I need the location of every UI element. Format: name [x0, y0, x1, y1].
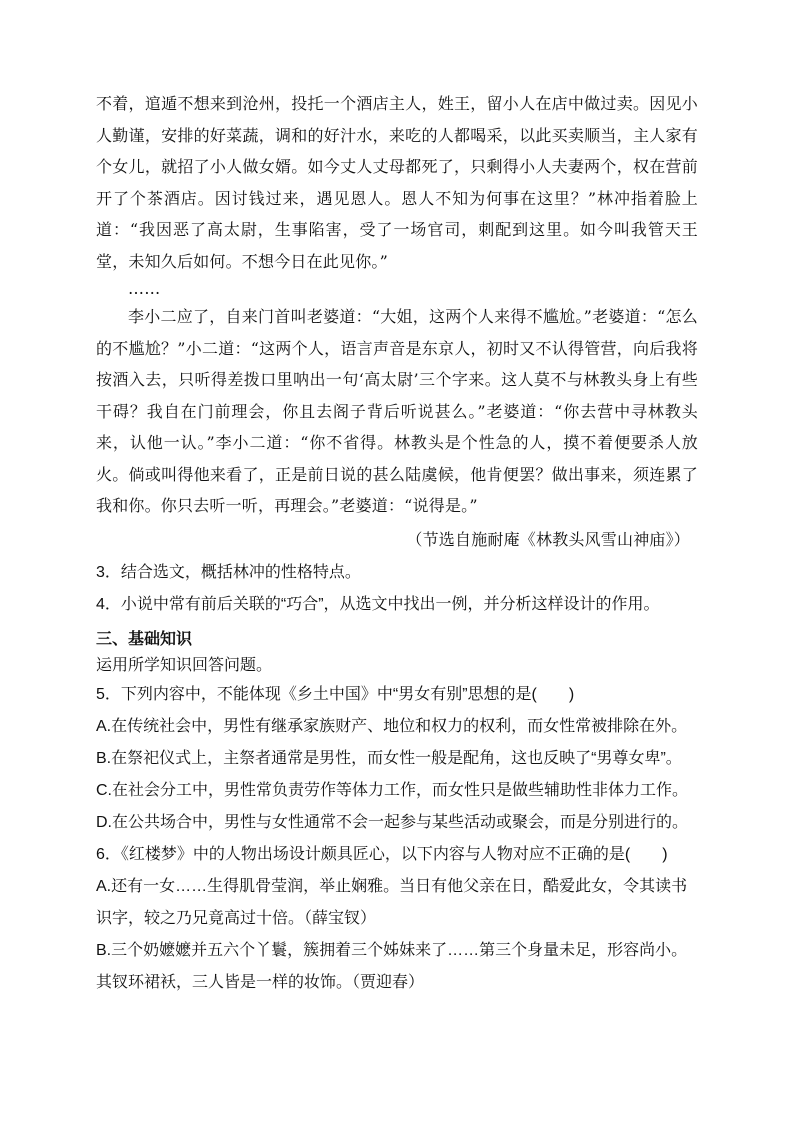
- question-4: 4．小说中常有前后关联的“巧合”，从选文中找出一例，并分析这样设计的作用。: [96, 596, 660, 613]
- question-6-option-a: A.还有一女……生得肌骨莹润，举止娴雅。当日有他父亲在日，酷爱此女，令其读书识字，较之乃兄竟高过十倍。（薛宝钗）: [96, 878, 688, 927]
- reading-passage: [96, 88, 698, 555]
- question-6-option-b: B.三个奶嬷嬷并五六个丫鬟，簇拥着三个姊妹来了……第三个身量未足，形容尚小。其钗环裙袄，三人皆是一样的妆饰。（贾迎春）: [96, 942, 688, 991]
- question-5: 5．下列内容中，不能体现《乡土中国》中“男女有别”思想的是( ): [96, 686, 575, 703]
- question-5-option-c: C.在社会分工中，男性常负责劳作等体力工作，而女性只是做些辅助性非体力工作。: [96, 782, 689, 799]
- questions-block: [96, 557, 698, 999]
- question-6: 6．《红楼梦》中的人物出场设计颇具匠心，以下内容与人物对应不正确的是( ): [96, 846, 668, 863]
- passage-ellipsis: ……: [128, 279, 161, 298]
- passage-source: （节选自施耐庵《林教头风雪山神庙》）: [406, 529, 690, 549]
- section-title: 三、基础知识: [96, 631, 193, 648]
- question-5-option-d: D.在公共场合中，男性与女性通常不会一起参与某些活动或聚会，而是分别进行的。: [96, 814, 689, 831]
- question-5-option-b: B.在祭祀仪式上，主祭者通常是男性，而女性一般是配角，这也反映了“男尊女卑”。: [96, 750, 682, 767]
- question-5-option-a: A.在传统社会中，男性有继承家族财产、地位和权力的权利，而女性常被排除在外。: [96, 718, 688, 735]
- passage-paragraph-1: 不着，逭遁不想来到沧州，投托一个酒店主人，姓王，留小人在店中做过卖。因见小人勤谨，安排的好菜蔬，调和的好汁水，来吃的人都喝采，以此买卖顺当，主人家有个女儿，就招了小人做女婿。如今丈人丈母都死了，只剩得小人夫妻两个，权在营前开了个茶酒店。因讨钱过来，遇见恩人。恩人不知为何事在这里？”林冲指着脸上道：“我因恶了高太尉，生事陷害，受了一场官司，刺配到这里。如今叫我管天王堂，未知久后如何。不想今日在此见你。”: [96, 94, 698, 271]
- section-instruction: 运用所学知识回答问题。: [96, 657, 273, 674]
- question-3: 3．结合选文，概括林冲的性格特点。: [96, 564, 361, 581]
- passage-paragraph-2: 李小二应了，自来门首叫老婆道：“大姐，这两个人来得不尴尬。”老婆道：“怎么的不尴尬？”小二道：“这两个人，语言声音是东京人，初时又不认得管营，向后我将按酒入去，只听得差拨口里呐出一句‘高太尉’三个字来。这人莫不与林教头身上有些干碍？我自在门前理会，你且去阁子背后听说甚么。”老婆道：“你去营中寻林教头来，认他一认。”李小二道：“你不省得。林教头是个性急的人，摸不着便要杀人放火。倘或叫得他来看了，正是前日说的甚么陆虞候，他肯便罢？做出事来，须连累了我和你。你只去听一听，再理会。”老婆道：“说得是。”: [96, 307, 698, 515]
